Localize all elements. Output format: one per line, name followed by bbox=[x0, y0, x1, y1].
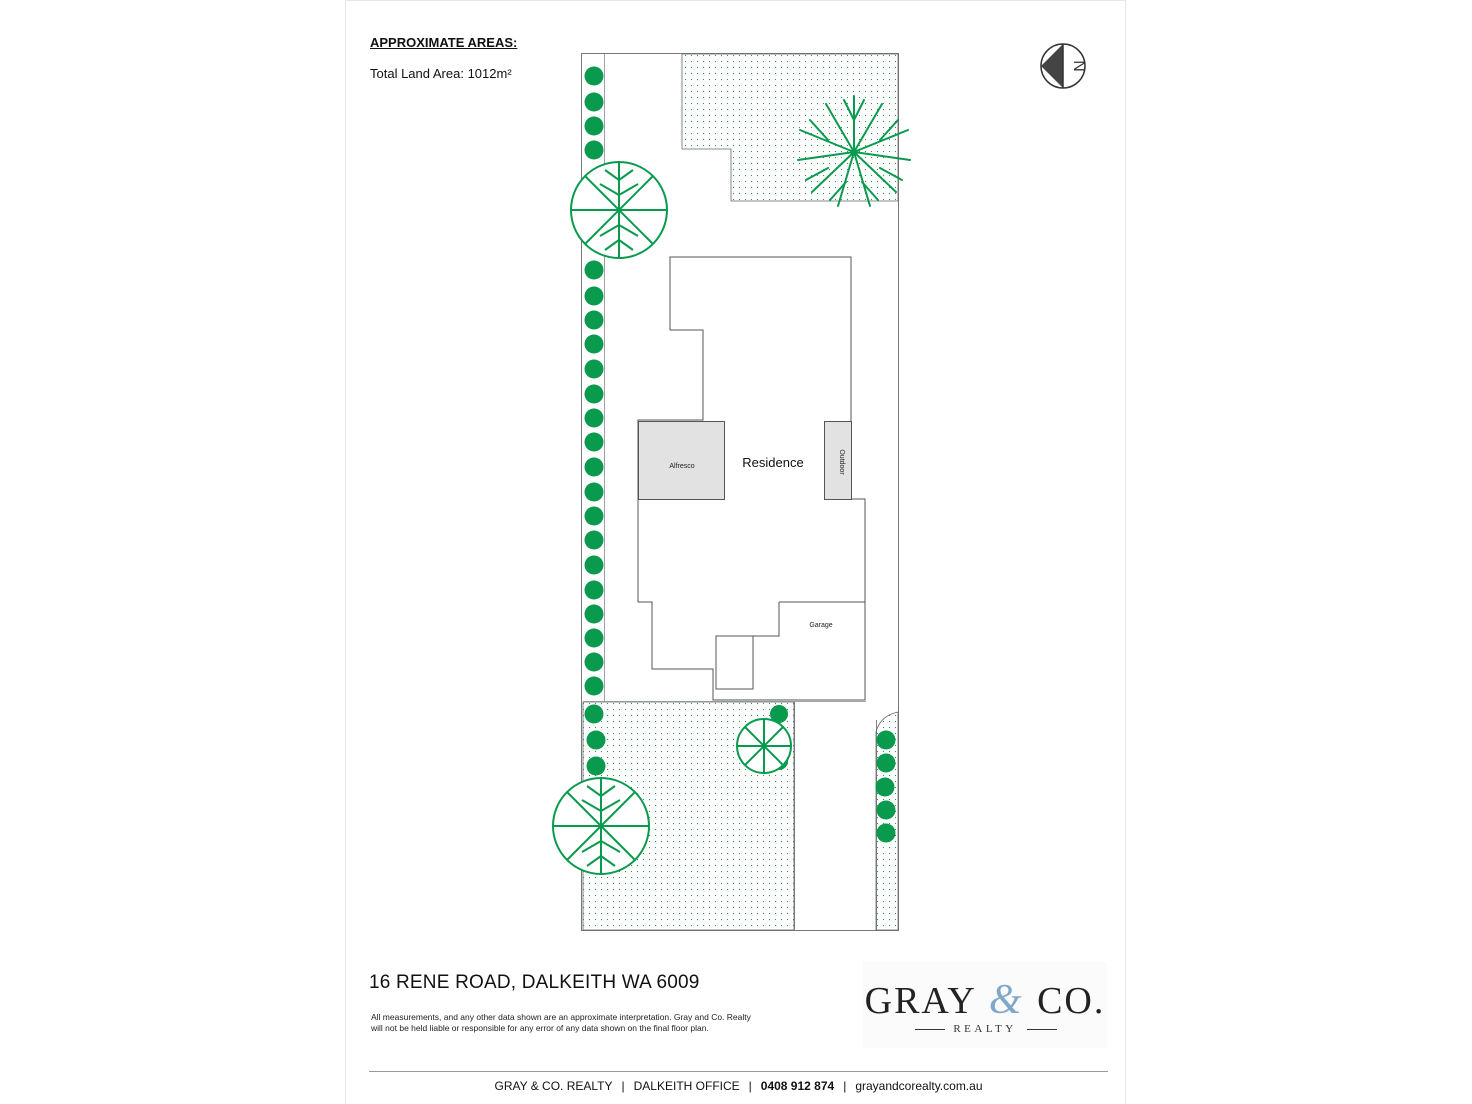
tree-left-lower bbox=[553, 778, 649, 874]
outdoor-area bbox=[825, 422, 852, 500]
total-land-area: Total Land Area: 1012m² bbox=[370, 66, 512, 81]
alfresco-area bbox=[639, 422, 725, 500]
lawn-top bbox=[682, 54, 898, 201]
footer: GRAY & CO. REALTY | DALKEITH OFFICE | 0408 912 874 | grayandcorealty.com.au bbox=[494, 1079, 983, 1093]
tree-left-upper bbox=[571, 162, 667, 258]
footer-divider bbox=[369, 1071, 1108, 1072]
garage-label: Garage bbox=[809, 622, 833, 629]
logo-subtitle: REALTY bbox=[953, 1023, 1017, 1035]
agency-logo bbox=[863, 962, 1107, 1048]
tree-front-small bbox=[737, 719, 791, 773]
disclaimer: All measurements, and any other data shown are an approximate interpretation. Gray and Co. Realty will not be held liable or responsible for any error of any data shown on the final floor plan. bbox=[371, 1012, 751, 1033]
alfresco-label: Alfresco bbox=[669, 463, 695, 470]
residence-label: Residence bbox=[742, 455, 804, 470]
logo-rule-right bbox=[1027, 1029, 1057, 1030]
footer-office: DALKEITH OFFICE bbox=[633, 1079, 740, 1093]
footer-company: GRAY & CO. REALTY bbox=[494, 1079, 613, 1093]
outdoor-label: Outdoor bbox=[838, 449, 845, 475]
property-address: 16 RENE ROAD, DALKEITH WA 6009 bbox=[369, 972, 700, 993]
footer-website[interactable]: grayandcorealty.com.au bbox=[855, 1079, 983, 1093]
footer-phone[interactable]: 0408 912 874 bbox=[760, 1079, 835, 1093]
logo-wordmark: GRAY & CO. bbox=[864, 977, 1106, 1023]
approximate-areas-heading: APPROXIMATE AREAS: bbox=[370, 35, 518, 50]
compass-letter: N bbox=[1070, 60, 1087, 72]
